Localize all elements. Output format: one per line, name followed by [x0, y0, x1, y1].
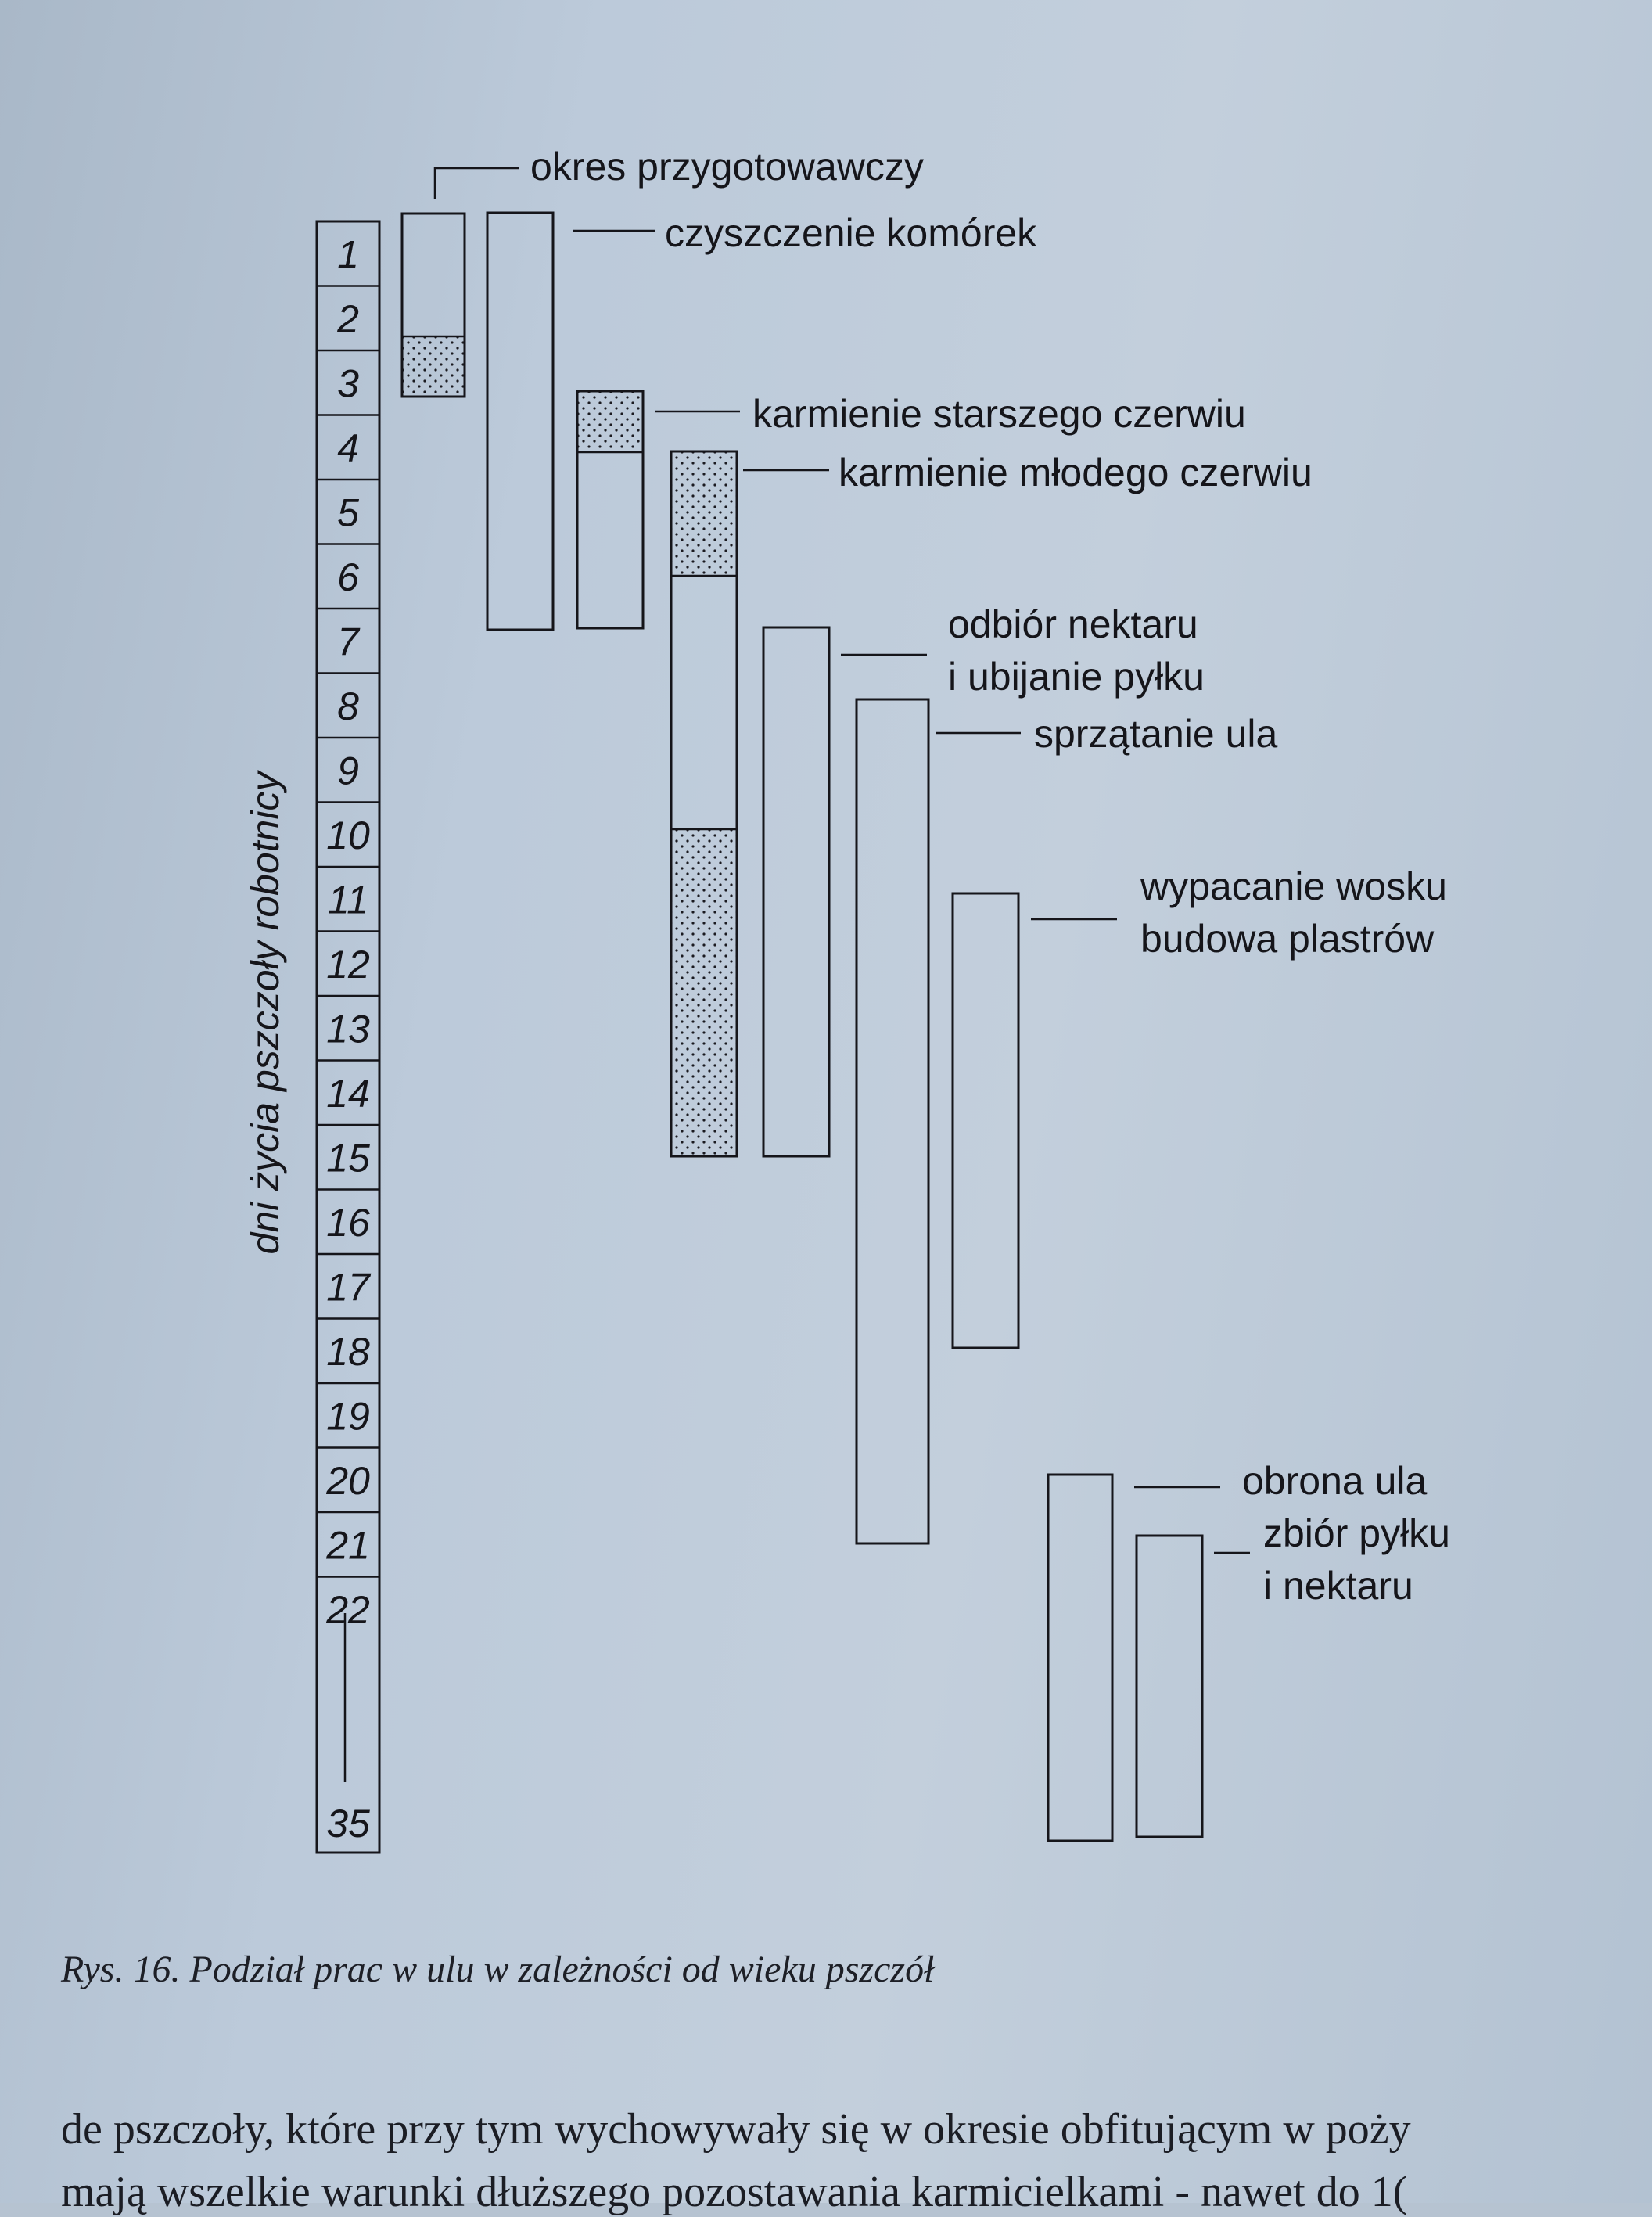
dotted-segment: [671, 829, 737, 1156]
figure-caption: Rys. 16. Podział prac w ulu w zależności od wieku pszczół: [61, 1949, 935, 1990]
task-bar: [953, 893, 1018, 1348]
dotted-segment: [577, 391, 643, 452]
task-bar: [1137, 1536, 1202, 1837]
task-label: sprzątanie ula: [1034, 712, 1278, 756]
label-leader: [435, 168, 519, 199]
task-label: zbiór pyłku: [1263, 1511, 1450, 1555]
task-label: i nektaru: [1263, 1564, 1413, 1608]
day-label: 22: [326, 1587, 370, 1632]
task-bar-group: [671, 451, 1313, 1156]
task-label: wypacanie wosku: [1140, 864, 1447, 908]
day-label: 17: [326, 1265, 370, 1310]
dotted-segment: [671, 451, 737, 576]
day-label: 10: [326, 813, 370, 857]
task-label: okres przygotowawczy: [530, 145, 924, 189]
day-label: 35: [326, 1802, 370, 1845]
day-label: 14: [326, 1071, 370, 1116]
day-label: 16: [326, 1200, 370, 1245]
task-label: karmienie starszego czerwiu: [752, 392, 1246, 436]
task-bar: [857, 699, 928, 1543]
day-label: 9: [337, 749, 359, 793]
task-label: i ubijanie pyłku: [948, 655, 1205, 699]
day-label: 2: [337, 296, 359, 341]
day-label: 4: [337, 426, 359, 470]
day-label: 13: [326, 1007, 370, 1051]
day-label: 12: [326, 942, 370, 986]
dotted-segment: [402, 336, 465, 397]
task-bar-group: [402, 145, 924, 397]
day-label: 11: [328, 878, 368, 922]
task-bar-group: [763, 602, 1205, 1156]
task-bar: [763, 627, 829, 1156]
axis-title: dni życia pszczoły robotnicy: [243, 771, 287, 1255]
day-label: 15: [326, 1136, 370, 1180]
day-label: 7: [337, 620, 359, 664]
task-bar-group: [953, 864, 1447, 1348]
task-bars: [402, 145, 1450, 1841]
task-label: karmienie młodego czerwiu: [839, 451, 1313, 494]
task-bar-group: [857, 699, 1277, 1543]
body-text-line: de pszczoły, które przy tym wychowywały się w okresie obfitującym w poży: [61, 2105, 1411, 2154]
task-label: budowa plastrów: [1140, 917, 1435, 961]
day-label: 20: [326, 1458, 370, 1503]
day-label: 3: [337, 361, 359, 406]
day-axis-column: [317, 221, 379, 1852]
task-label: czyszczenie komórek: [665, 211, 1037, 255]
body-text-line: mają wszelkie warunki dłuższego pozostawania karmicielkami - nawet do 1(: [61, 2168, 1408, 2216]
day-label: 6: [337, 555, 359, 599]
task-bar: [1048, 1475, 1112, 1841]
day-label: 21: [326, 1523, 370, 1568]
task-label: obrona ula: [1242, 1459, 1428, 1503]
task-label: odbiór nektaru: [948, 602, 1198, 646]
task-bar-group: [1137, 1511, 1450, 1837]
day-label: 8: [337, 684, 359, 728]
day-label: 1: [337, 232, 359, 277]
task-bar: [487, 213, 553, 630]
day-label: 18: [326, 1329, 370, 1374]
day-label: 5: [337, 490, 359, 535]
day-label: 19: [326, 1394, 370, 1439]
